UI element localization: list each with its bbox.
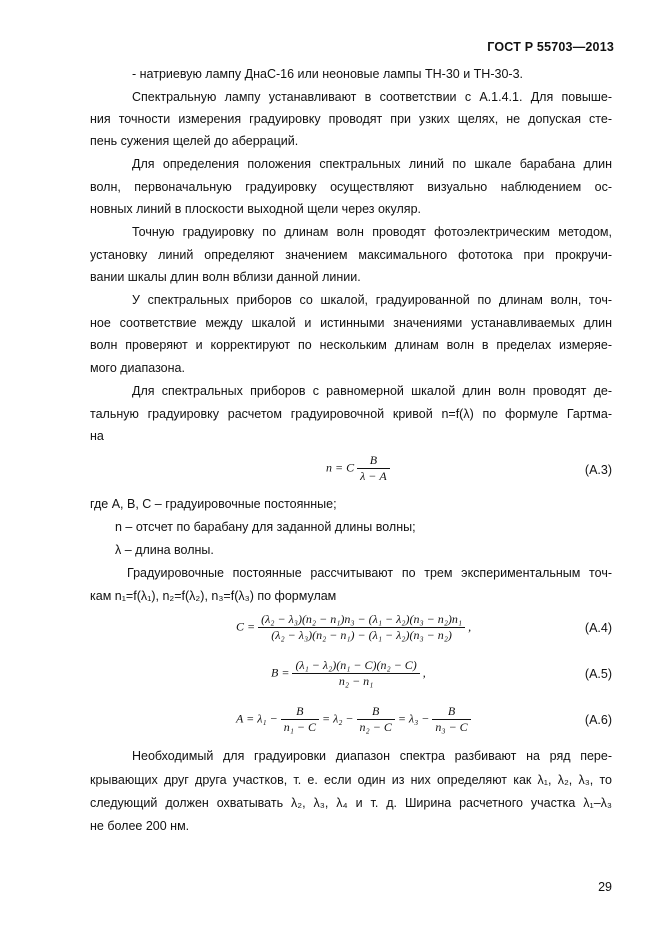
body-line: волн проверяют и корректируют по нескольким длинам волн в пределах измеряе-	[90, 338, 612, 352]
page-number: 29	[598, 880, 612, 894]
body-line: крывающих друг друга участков, т. е. если один из них определяют как λ₁, λ₂, λ₃, то	[90, 773, 612, 787]
body-line: на	[90, 429, 104, 443]
formula-a6-part3: = λ₃ −	[397, 711, 430, 726]
formula-a6-number: (А.6)	[584, 713, 612, 727]
body-line: Необходимый для градуировки диапазон спектра разбивают на ряд пере-	[132, 749, 612, 763]
formula-a6-fraction-3	[432, 704, 470, 735]
formula-a6-fraction-1	[281, 704, 319, 735]
formula-a6-numerator-1: B	[281, 704, 319, 720]
formula-a6-numerator-3: B	[432, 704, 470, 720]
body-line: волн, первоначальную градуировку осуществляют визуально наблюдением ос-	[90, 180, 612, 194]
formula-a4	[236, 612, 471, 643]
formula-a6-part1: A = λ₁ −	[236, 711, 278, 726]
formula-a4-lhs: C =	[236, 619, 256, 634]
body-line: Для определения положения спектральных линий по шкале барабана длин	[132, 157, 612, 171]
formula-a6-numerator-2: B	[357, 704, 395, 720]
body-line: Градуировочные постоянные рассчитывают по трем экспериментальным точ-	[127, 566, 612, 580]
body-line: не более 200 нм.	[90, 819, 190, 833]
body-line: вании шкалы длин волн вблизи данной линии.	[90, 270, 361, 284]
formula-a5	[271, 658, 426, 689]
formula-a3-lhs: n = C	[326, 460, 355, 475]
document-header: ГОСТ Р 55703—2013	[487, 40, 614, 54]
body-line: кам n₁=f(λ₁), n₂=f(λ₂), n₃=f(λ₃) по формулам	[90, 589, 337, 603]
formula-a4-comma: ,	[468, 619, 472, 634]
formula-a5-lhs: B =	[271, 665, 290, 680]
where-line: λ – длина волны.	[115, 543, 214, 557]
formula-a6-part2: = λ₂ −	[321, 711, 354, 726]
formula-a5-comma: ,	[422, 665, 426, 680]
formula-a3-number: (А.3)	[584, 463, 612, 477]
body-line: ния точности измерения градуировку проводят при узких щелях, не допуская сте-	[90, 112, 612, 126]
formula-a3-fraction	[357, 453, 390, 484]
formula-a6-denominator-1: n₁ − C	[283, 720, 316, 734]
where-line: где A, B, C – градуировочные постоянные;	[90, 497, 337, 511]
formula-a4-number: (А.4)	[584, 621, 612, 635]
body-line: ное соответствие между шкалой и истинными значениями устанавливаемых длин	[90, 316, 612, 330]
body-line: - натриевую лампу ДнаС-16 или неоновые лампы ТН-30 и ТН-30-3.	[132, 67, 523, 81]
body-line: следующий должен охватывать λ₂, λ₃, λ₄ и т. д. Ширина расчетного участка λ₁–λ₃	[90, 796, 612, 810]
formula-a4-denominator: (λ₂ − λ₃)(n₂ − n₁) − (λ₁ − λ₂)(n₃ − n₂)	[271, 628, 452, 642]
formula-a3-numerator: B	[357, 453, 390, 469]
body-line: новных линий в плоскости выходной щели через окуляр.	[90, 202, 421, 216]
body-line: установку линий определяют значением максимального фототока при прокручи-	[90, 248, 612, 262]
body-line: Для спектральных приборов с равномерной шкалой длин волн проводят де-	[132, 384, 612, 398]
body-line: мого диапазона.	[90, 361, 185, 375]
formula-a5-fraction	[292, 658, 419, 689]
formula-a6-fraction-2	[357, 704, 395, 735]
body-line: Спектральную лампу устанавливают в соответствии с А.1.4.1. Для повыше-	[132, 90, 612, 104]
formula-a4-fraction	[258, 612, 465, 643]
where-line: n – отсчет по барабану для заданной длины волны;	[115, 520, 416, 534]
formula-a3-denominator: λ − A	[360, 469, 387, 483]
formula-a6	[236, 704, 471, 735]
formula-a5-numerator: (λ₁ − λ₂)(n₁ − C)(n₂ − C)	[292, 658, 419, 674]
formula-a6-denominator-3: n₃ − C	[435, 720, 468, 734]
formula-a3	[326, 453, 390, 484]
formula-a4-numerator: (λ₂ − λ₃)(n₂ − n₁)n₃ − (λ₁ − λ₂)(n₃ − n₂)n₁	[258, 612, 465, 628]
formula-a5-number: (А.5)	[584, 667, 612, 681]
body-line: Точную градуировку по длинам волн проводят фотоэлектрическим методом,	[132, 225, 612, 239]
formula-a5-denominator: n₂ − n₁	[338, 674, 374, 688]
body-line: тальную градуировку расчетом градуировочной кривой n=f(λ) по формуле Гартма-	[90, 407, 612, 421]
body-line: пень сужения щелей до аберраций.	[90, 134, 299, 148]
formula-a6-denominator-2: n₂ − C	[359, 720, 392, 734]
body-line: У спектральных приборов со шкалой, градуированной по длинам волн, точ-	[132, 293, 612, 307]
